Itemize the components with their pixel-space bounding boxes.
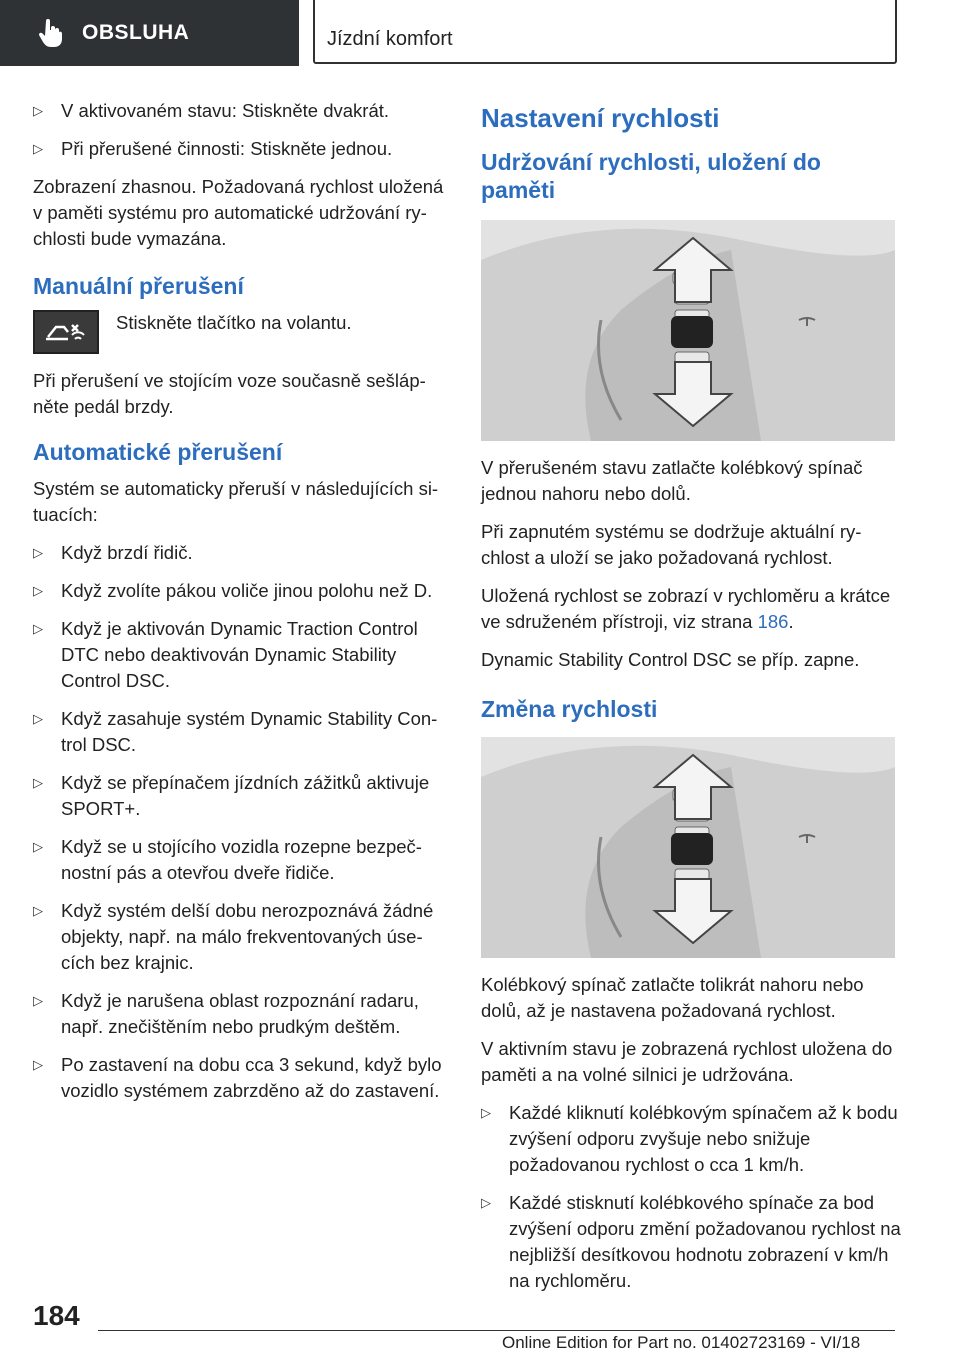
footer-rule [98,1330,895,1331]
chapter-header [313,0,897,64]
heading-manual: Manuální přerušení [33,273,244,299]
heading-main: Nastavení rychlosti [481,103,720,133]
paragraph: Při zapnutém systému se dodržuje aktuální ry-chlost a uloží se jako požadovaná rychlost. [481,521,862,568]
list-item: ▷ V aktivovaném stavu: Stiskněte dvakrát. [33,98,451,124]
paragraph: Zobrazení zhasnou. Požadovaná rychlost uložená v paměti systému pro automatické udržování ry-chlosti bude vymazána. [33,176,444,249]
triangle-bullet-icon: ▷ [33,141,43,156]
triangle-bullet-icon: ▷ [481,1105,491,1120]
list-item: ▷ Když je narušena oblast rozpoznání radaru, např. znečištěním nebo prudkým deštěm. [33,988,451,1040]
paragraph: V aktivním stavu je zobrazená rychlost uložena do paměti a na volné silnici je udržována. [481,1038,893,1085]
list-item: ▷ Když zasahuje systém Dynamic Stability Con-trol DSC. [33,706,451,758]
chapter-title: Jízdní komfort [327,28,453,50]
triangle-bullet-icon: ▷ [33,839,43,854]
list-item: ▷ Když se u stojícího vozidla rozepne bezpeč-nostní pás a otevřou dveře řidiče. [33,834,451,886]
list-item: ▷ Když se přepínačem jízdních zážitků aktivuje SPORT+. [33,770,451,822]
list-item: ▷ Při přerušené činnosti: Stiskněte jednou. [33,136,451,162]
list-item: ▷ Když je aktivován Dynamic Traction Control DTC nebo deaktivován Dynamic Stability Control DSC. [33,616,451,694]
triangle-bullet-icon: ▷ [33,903,43,918]
list-item: ▷ Po zastavení na dobu cca 3 sekund, když bylo vozidlo systémem zabrzděno až do zastavení. [33,1052,451,1104]
left-column [33,98,451,1116]
triangle-bullet-icon: ▷ [33,711,43,726]
paragraph: V přerušeném stavu zatlačte kolébkový spínač jednou nahoru nebo dolů. [481,457,863,504]
paragraph: Při přerušení ve stojícím voze současně sešláp-něte pedál brzdy. [33,370,426,417]
page-link[interactable]: 186 [757,611,789,632]
cruise-control-button-icon [33,310,99,354]
heading-store: Udržování rychlosti, uložení do paměti [481,149,821,203]
triangle-bullet-icon: ▷ [33,103,43,118]
heading-auto: Automatické přerušení [33,439,283,465]
paragraph: Systém se automaticky přeruší v následujících si-tuacích: [33,478,439,525]
steering-wheel-rocker-photo [481,220,895,441]
paragraph: Uložená rychlost se zobrazí v rychloměru a krátce ve sdruženém přístroji, viz strana 186. [481,585,891,632]
triangle-bullet-icon: ▷ [481,1195,491,1210]
manual-instruction: Stiskněte tlačítko na volantu. [33,310,451,354]
edition-note: Online Edition for Part no. 01402723169 - VI/18 [502,1333,861,1352]
hand-pointer-icon [36,18,66,48]
list-item: ▷ Když zvolíte pákou voliče jinou polohu než D. [33,578,451,604]
section-title: OBSLUHA [82,21,190,44]
heading-change: Změna rychlosti [481,696,658,722]
triangle-bullet-icon: ▷ [33,583,43,598]
list-item: ▷ Když brzdí řidič. [33,540,451,566]
steering-wheel-rocker-photo [481,737,895,958]
right-column [481,98,901,1306]
paragraph: Kolébkový spínač zatlačte tolikrát nahoru nebo dolů, až je nastavena požadovaná rychlost. [481,974,864,1021]
paragraph: Dynamic Stability Control DSC se příp. zapne. [481,649,860,670]
triangle-bullet-icon: ▷ [33,621,43,636]
list-item: ▷ Každé stisknutí kolébkového spínače za bod zvýšení odporu změní požadovanou rychlost na nejbližší desítkovou hodnotu zobrazení v km/h na rychloměru. [481,1190,901,1294]
auto-list [33,540,451,1104]
page-number: 184 [33,1300,80,1331]
list-item: ▷ Každé kliknutí kolébkovým spínačem až k bodu zvýšení odporu zvyšuje nebo snižuje požadovanou rychlost o cca 1 km/h. [481,1100,901,1178]
section-tab[interactable] [0,0,299,66]
triangle-bullet-icon: ▷ [33,545,43,560]
triangle-bullet-icon: ▷ [33,775,43,790]
list-item: ▷ Když systém delší dobu nerozpoznává žádné objekty, např. na málo frekventovaných úse-cích bez krajnic. [33,898,451,976]
triangle-bullet-icon: ▷ [33,993,43,1008]
triangle-bullet-icon: ▷ [33,1057,43,1072]
